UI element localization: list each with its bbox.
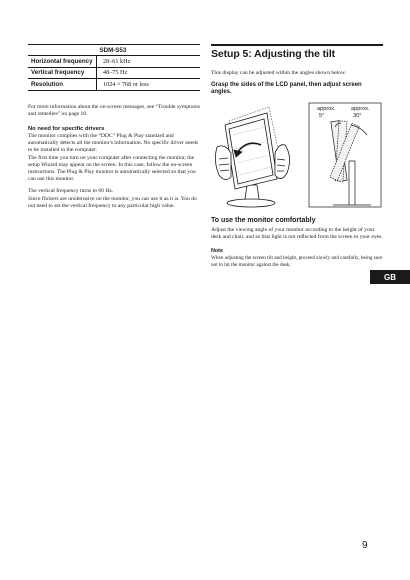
angle-b-label-bottom: 30° <box>353 112 362 119</box>
no-drivers-paragraph-2: The first time you turn on your computer after connecting the monitor, the setup Wizard may appear on the screen. In this case, follow the on-screen instructions. The Plug & Play monitor is automatically selected so that you can use this monitor. <box>28 154 196 183</box>
left-column <box>28 44 200 210</box>
spec-label: Horizontal frequency <box>28 56 97 67</box>
language-tab: GB <box>370 270 410 284</box>
spec-value: 1024 × 768 or less <box>97 79 201 90</box>
comfort-paragraph: Adjust the viewing angle of your monitor according to the height of your desk and chair, and so that light is not reflected from the screen to your eyes. <box>211 226 383 241</box>
tilt-illustration <box>211 101 383 211</box>
monitor-tilt-drawing <box>215 107 289 207</box>
title-rule <box>211 44 383 46</box>
table-row <box>28 79 200 90</box>
page-title: Setup 5: Adjusting the tilt <box>211 47 336 60</box>
angle-a-label-bottom: 5° <box>319 112 325 119</box>
intro-paragraph: This display can be adjusted within the angles shown below. <box>211 69 347 76</box>
more-info-paragraph: For more information about the on-screen messages, see “Trouble symptoms and remedies” on page 18. <box>28 103 200 117</box>
no-drivers-paragraph-1: The monitor complies with the “DDC” Plug & Play standard and automatically detects all the monitor's information. No specific driver needs to be installed to the computer. <box>28 132 199 154</box>
note-paragraph: When adjusting the screen tilt and height, proceed slowly and carefully, being sure not to hit the monitor against the desk. <box>211 255 383 268</box>
spec-label: Vertical frequency <box>28 67 97 78</box>
page-number: 9 <box>362 540 368 551</box>
angle-b-label-top: approx. <box>351 105 370 112</box>
spec-value: 48–75 Hz <box>97 67 201 78</box>
spec-table-header-row <box>28 45 200 56</box>
comfort-heading: To use the monitor comfortably <box>211 216 316 224</box>
spec-table <box>28 44 200 91</box>
spec-table-model: SDM-S53 <box>97 45 201 56</box>
right-column <box>211 44 383 268</box>
no-drivers-heading: No need for specific drivers <box>28 125 105 132</box>
angle-a-label-top: approx. <box>317 105 336 112</box>
table-row <box>28 56 200 67</box>
table-row <box>28 67 200 78</box>
note-label: Note <box>211 248 223 255</box>
tilt-figure <box>211 101 383 211</box>
instruction-heading: Grasp the sides of the LCD panel, then adjust screen angles. <box>211 81 362 96</box>
spec-label: Resolution <box>28 79 97 90</box>
spec-value: 28–61 kHz <box>97 56 201 67</box>
no-drivers-paragraph-3: The vertical frequency turns to 60 Hz. Since flickers are unobtrusive on the monitor, you can use it as it is. You do not need to set the vertical frequency to any particular high value. <box>28 188 197 209</box>
